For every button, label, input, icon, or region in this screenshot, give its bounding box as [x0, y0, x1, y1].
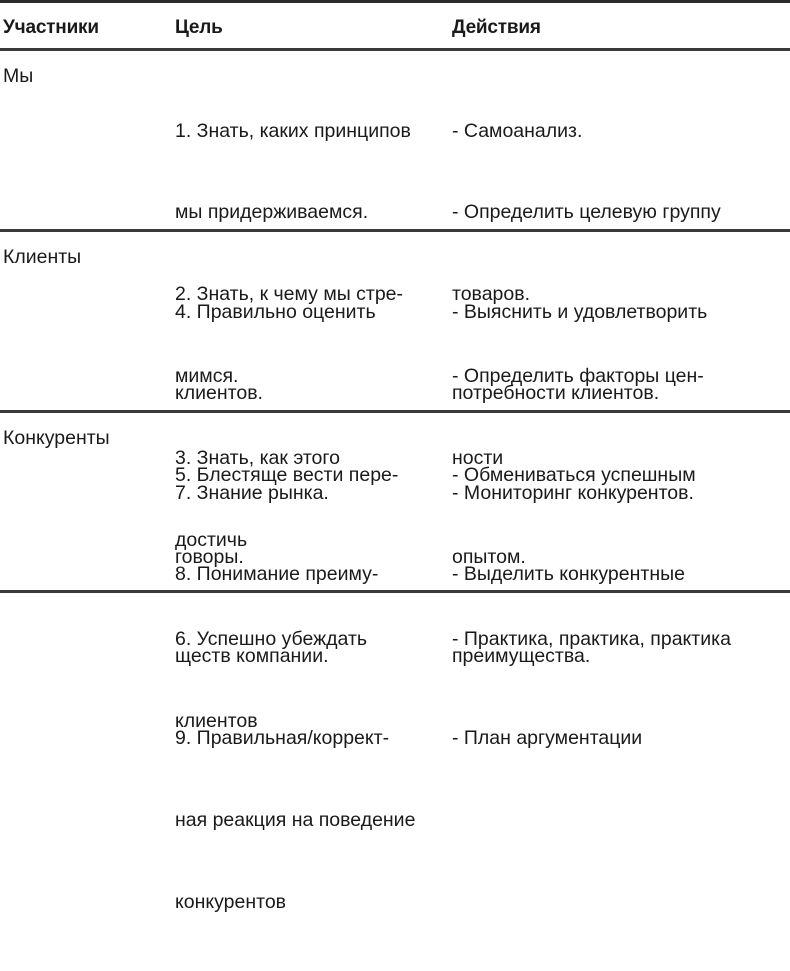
goal-line: достичь	[175, 529, 248, 552]
action-line: - План аргументации	[452, 727, 643, 750]
goal-line: 1. Знать, каких принципов	[175, 119, 411, 142]
goal-line: 5. Блестяще вести пере-	[175, 464, 399, 487]
action-line: потребности клиентов.	[452, 382, 660, 405]
goal-line: говоры.	[175, 546, 244, 569]
action-line: - Выделить конкурентные	[452, 563, 685, 586]
action-line: товаров.	[452, 283, 531, 306]
row-rule	[0, 229, 790, 232]
cell-actions	[452, 425, 694, 807]
goal-line: ществ компании.	[175, 645, 329, 668]
header-goal: Цель	[175, 17, 223, 38]
action-line: - Мониторинг конкурентов.	[452, 481, 694, 504]
goal-line: мимся.	[175, 365, 239, 388]
goal-line: 4. Правильно оценить	[175, 300, 376, 323]
action-line: - Выяснить и удовлетворить	[452, 300, 708, 323]
goal-line: 2. Знать, к чему мы стре-	[175, 283, 404, 306]
cell-goal	[175, 425, 415, 971]
action-line: преимущества.	[452, 645, 591, 668]
action-line: опытом.	[452, 546, 526, 569]
header-actions: Действия	[452, 17, 541, 38]
action-line: - Определить целевую группу	[452, 201, 721, 224]
table-header-row	[0, 3, 790, 48]
goal-line: 8. Понимание преиму-	[175, 563, 379, 586]
goal-line: клиентов	[175, 710, 258, 733]
goal-line: ная реакция на поведение	[175, 809, 416, 832]
action-line: - Самоанализ.	[452, 119, 583, 142]
table-bottom-rule	[0, 590, 790, 593]
row-rule	[0, 410, 790, 413]
action-line: - Определить факторы цен-	[452, 365, 704, 388]
header-rule	[0, 48, 790, 51]
header-participants: Участники	[3, 17, 99, 38]
action-line: ности	[452, 447, 504, 470]
action-line: - Практика, практика, практика	[452, 628, 731, 651]
goal-line: конкурентов	[175, 891, 287, 914]
goal-line: клиентов.	[175, 382, 263, 405]
goal-line: 7. Знание рынка.	[175, 481, 329, 504]
goal-line: 6. Успешно убеждать	[175, 628, 368, 651]
cell-participant: Клиенты	[3, 246, 82, 268]
goal-line: мы придерживаемся.	[175, 201, 369, 224]
goal-line: 3. Знать, как этого	[175, 447, 340, 470]
cell-participant: Конкуренты	[3, 427, 110, 449]
goal-line: 9. Правильная/коррект-	[175, 727, 390, 750]
action-line: - Обмениваться успешным	[452, 464, 696, 487]
cell-participant: Мы	[3, 65, 34, 87]
